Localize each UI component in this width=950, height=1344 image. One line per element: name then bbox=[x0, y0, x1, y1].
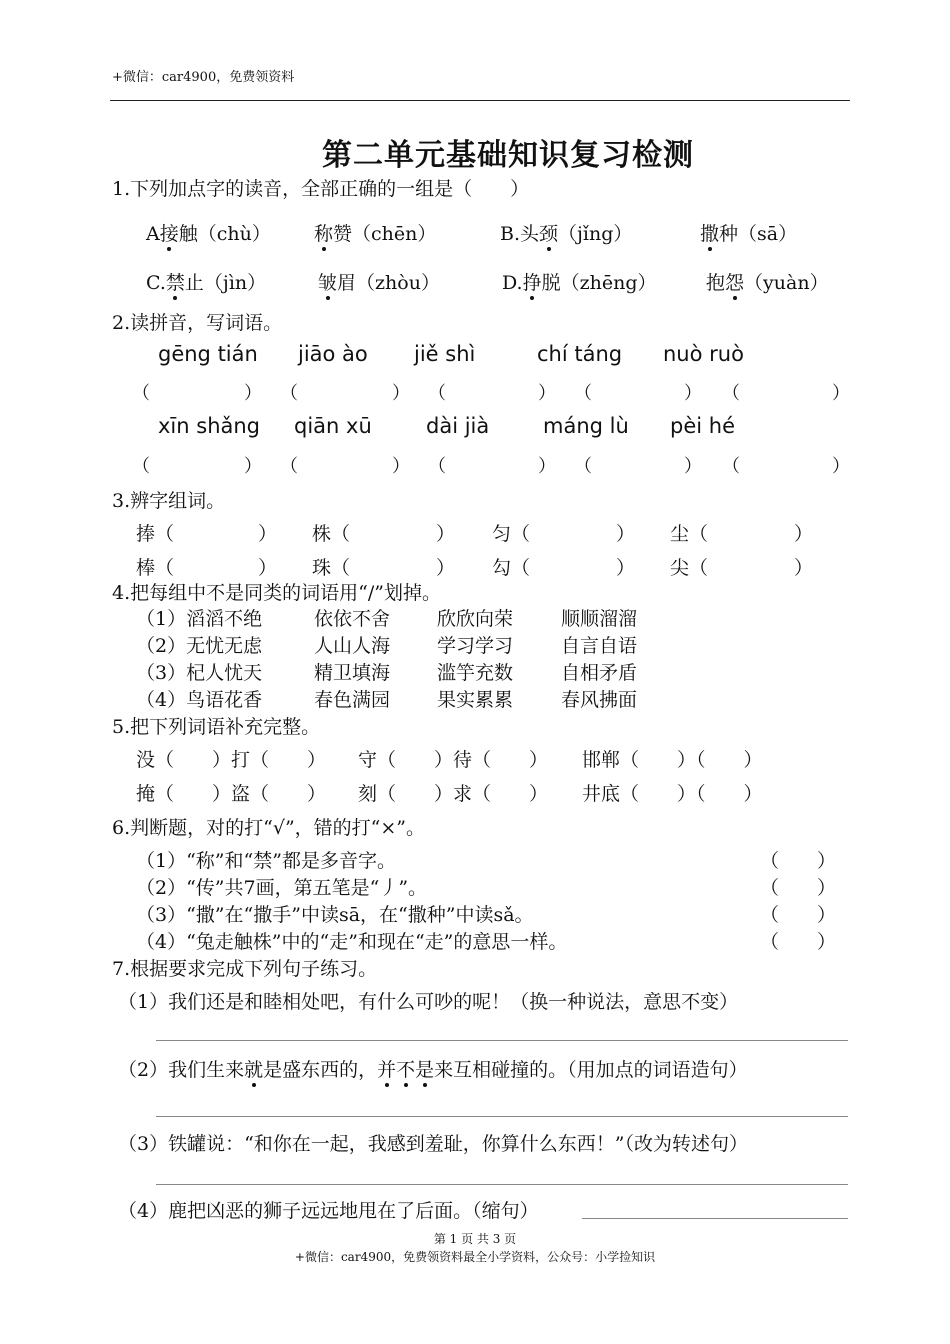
answer-blank-close: ） bbox=[392, 383, 410, 404]
q4-word: （4）鸟语花香 bbox=[136, 689, 263, 711]
q2-prompt: 2.读拼音，写词语。 bbox=[112, 312, 283, 334]
q3-item: 珠（ bbox=[312, 557, 351, 579]
q1-option-c2: 皱眉（zhòu） bbox=[318, 272, 440, 294]
answer-line bbox=[582, 1218, 848, 1219]
q3-item-close: ） bbox=[794, 523, 814, 545]
answer-blank-open: （ bbox=[428, 456, 446, 477]
q4-word: 春色满园 bbox=[314, 689, 391, 711]
q3-item: 勾（ bbox=[492, 557, 531, 579]
q1-option-b1: B.头颈（jǐng） bbox=[500, 223, 633, 245]
answer-blank-close: ） bbox=[392, 456, 410, 477]
q6-statement: （3）“撒”在“撒手”中读sā，在“撒种”中读sǎ。 bbox=[136, 904, 534, 926]
q4-word: 自言自语 bbox=[561, 635, 638, 657]
q6-answer-box: （ ） bbox=[760, 931, 837, 953]
pinyin: chí táng bbox=[537, 342, 623, 366]
q7-sentence-3: （3）铁罐说：“和你在一起，我感到羞耻，你算什么东西！”（改为转述句） bbox=[118, 1133, 749, 1155]
answer-blank-close: ） bbox=[832, 383, 850, 404]
q4-word: 春风拂面 bbox=[561, 689, 638, 711]
answer-blank-close: ） bbox=[684, 456, 702, 477]
q5-idiom: 守（ ）待（ ） bbox=[358, 749, 549, 771]
q4-word: 人山人海 bbox=[314, 635, 391, 657]
q6-statement: （1）“称”和“禁”都是多音字。 bbox=[136, 850, 396, 872]
q3-item: 株（ bbox=[312, 523, 351, 545]
q5-prompt: 5.把下列词语补充完整。 bbox=[112, 716, 321, 738]
q3-prompt: 3.辨字组词。 bbox=[112, 490, 226, 512]
q6-answer-box: （ ） bbox=[760, 904, 837, 926]
page-number: 第 1 页 共 3 页 bbox=[433, 1232, 517, 1246]
q3-item-close: ） bbox=[616, 557, 636, 579]
footer-promo: +微信：car4900，免费领资料最全小学资料，公众号：小学捡知识 bbox=[294, 1250, 656, 1264]
header-rule bbox=[110, 100, 850, 101]
q4-word: 自相矛盾 bbox=[561, 662, 638, 684]
answer-blank-open: （ bbox=[280, 456, 298, 477]
q7-sentence-4: （4）鹿把凶恶的狮子远远地甩在了后面。（缩句） bbox=[118, 1200, 539, 1222]
pinyin: jiāo ào bbox=[298, 342, 368, 366]
q3-item-close: ） bbox=[616, 523, 636, 545]
q5-idiom: 刻（ ）求（ ） bbox=[358, 783, 549, 805]
q7-sentence-1: （1）我们还是和睦相处吧，有什么可吵的呢！（换一种说法，意思不变） bbox=[118, 991, 739, 1013]
q3-item-close: ） bbox=[436, 523, 456, 545]
pinyin: gēng tián bbox=[158, 342, 258, 366]
q4-word: 果实累累 bbox=[437, 689, 514, 711]
q1-option-c1: C.禁止（jìn） bbox=[146, 272, 267, 294]
q4-prompt: 4.把每组中不是同类的词语用“/”划掉。 bbox=[112, 582, 441, 604]
q3-item-close: ） bbox=[258, 557, 278, 579]
q4-word: 滥竽充数 bbox=[437, 662, 514, 684]
q5-idiom: 没（ ）打（ ） bbox=[136, 749, 327, 771]
q5-idiom: 井底（ ）（ ） bbox=[582, 783, 763, 805]
q4-word: 顺顺溜溜 bbox=[561, 608, 638, 630]
q1-option-a1: A接触（chù） bbox=[146, 223, 271, 245]
q3-item-close: ） bbox=[436, 557, 456, 579]
q1-option-b2: 撒种（sā） bbox=[700, 223, 798, 245]
pinyin: nuò ruò bbox=[663, 342, 744, 366]
q4-word: 欣欣向荣 bbox=[437, 608, 514, 630]
q6-statement: （2）“传”共7画，第五笔是“丿”。 bbox=[136, 877, 428, 899]
answer-blank-open: （ bbox=[132, 456, 150, 477]
q5-idiom: 掩（ ）盗（ ） bbox=[136, 783, 327, 805]
answer-blank-open: （ bbox=[428, 383, 446, 404]
answer-blank-close: ） bbox=[538, 456, 556, 477]
answer-blank-open: （ bbox=[722, 456, 740, 477]
pinyin: jiě shì bbox=[414, 342, 476, 366]
answer-blank-open: （ bbox=[132, 383, 150, 404]
q3-item-close: ） bbox=[258, 523, 278, 545]
q1-option-a2: 称赞（chēn） bbox=[314, 223, 437, 245]
answer-blank-close: ） bbox=[244, 383, 262, 404]
q4-word: （2）无忧无虑 bbox=[136, 635, 263, 657]
answer-blank-close: ） bbox=[244, 456, 262, 477]
q3-item-close: ） bbox=[794, 557, 814, 579]
q6-answer-box: （ ） bbox=[760, 877, 837, 899]
pinyin: dài jià bbox=[426, 414, 490, 438]
answer-line bbox=[156, 1116, 848, 1117]
q3-item: 捧（ bbox=[136, 523, 175, 545]
q4-word: （1）滔滔不绝 bbox=[136, 608, 263, 630]
answer-line bbox=[156, 1040, 848, 1041]
q7-sentence-2: （2）我们生来就是盛东西的，并不是来互相碰撞的。（用加点的词语造句） bbox=[118, 1059, 748, 1081]
q1-option-d1: D.挣脱（zhēng） bbox=[502, 272, 657, 294]
q6-prompt: 6.判断题，对的打“√”，错的打“×”。 bbox=[112, 817, 426, 839]
q1-prompt: 1.下列加点字的读音，全部正确的一组是（ ） bbox=[112, 178, 530, 200]
q7-prompt: 7.根据要求完成下列句子练习。 bbox=[112, 958, 378, 980]
q5-idiom: 邯郸（ ）（ ） bbox=[582, 749, 763, 771]
pinyin: qiān xū bbox=[294, 414, 372, 438]
q3-item: 尘（ bbox=[670, 523, 709, 545]
q3-item: 匀（ bbox=[492, 523, 531, 545]
pinyin: pèi hé bbox=[670, 414, 735, 438]
answer-line bbox=[156, 1184, 848, 1185]
q3-item: 尖（ bbox=[670, 557, 709, 579]
answer-blank-open: （ bbox=[574, 456, 592, 477]
answer-blank-open: （ bbox=[722, 383, 740, 404]
answer-blank-close: ） bbox=[684, 383, 702, 404]
q4-word: 精卫填海 bbox=[314, 662, 391, 684]
answer-blank-open: （ bbox=[280, 383, 298, 404]
page-title: 第二单元基础知识复习检测 bbox=[322, 138, 694, 173]
header-text: +微信：car4900，免费领资料 bbox=[112, 70, 295, 85]
answer-blank-open: （ bbox=[574, 383, 592, 404]
q1-option-d2: 抱怨（yuàn） bbox=[706, 272, 829, 294]
q4-word: 学习学习 bbox=[437, 635, 514, 657]
answer-blank-close: ） bbox=[538, 383, 556, 404]
q4-word: 依依不舍 bbox=[314, 608, 391, 630]
q3-item: 棒（ bbox=[136, 557, 175, 579]
q4-word: （3）杞人忧天 bbox=[136, 662, 263, 684]
q6-answer-box: （ ） bbox=[760, 850, 837, 872]
answer-blank-close: ） bbox=[832, 456, 850, 477]
q6-statement: （4）“兔走触株”中的“走”和现在“走”的意思一样。 bbox=[136, 931, 568, 953]
pinyin: xīn shǎng bbox=[158, 414, 261, 438]
pinyin: máng lù bbox=[543, 414, 629, 438]
